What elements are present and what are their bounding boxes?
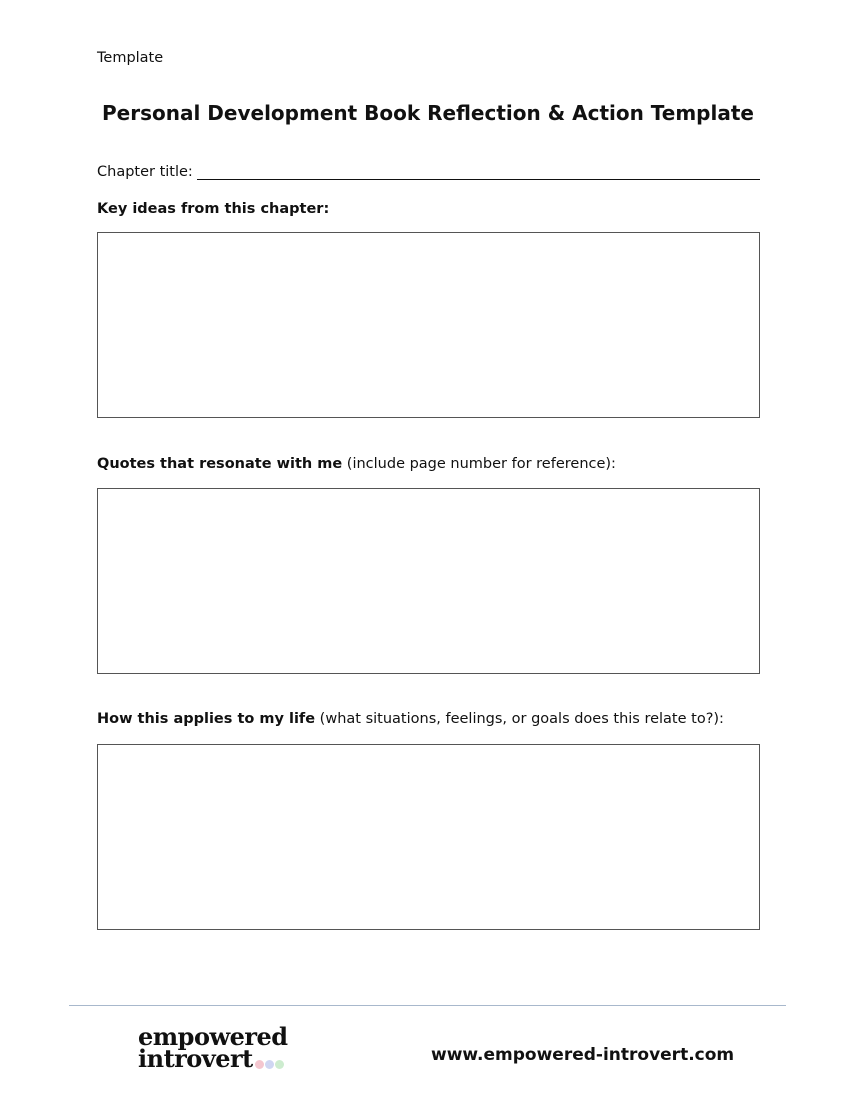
chapter-title-fill-line[interactable] <box>197 164 760 180</box>
key-ideas-label-bold: Key ideas from this chapter: <box>97 201 330 217</box>
key-ideas-label <box>97 201 329 217</box>
quotes-box[interactable] <box>97 488 760 674</box>
chapter-title-label: Chapter title: <box>97 164 193 180</box>
quotes-label-normal: (include page number for reference): <box>342 456 616 472</box>
website-url[interactable]: www.empowered-introvert.com <box>431 1045 735 1065</box>
chapter-title-row <box>97 164 760 180</box>
applies-label-normal: (what situations, feelings, or goals does this relate to?): <box>315 711 724 727</box>
logo-dot-blue <box>265 1060 274 1069</box>
applies-box[interactable] <box>97 744 760 930</box>
quotes-label-bold: Quotes that resonate with me <box>97 456 343 472</box>
logo-dot-pink <box>255 1060 264 1069</box>
key-ideas-box[interactable] <box>97 232 760 418</box>
logo-dots <box>255 1050 285 1072</box>
applies-label <box>97 711 724 727</box>
header-label: Template <box>97 50 164 66</box>
logo-line-1: empowered <box>138 1022 288 1051</box>
footer-divider <box>69 1005 786 1006</box>
applies-label-bold: How this applies to my life <box>97 711 316 727</box>
logo-line-2-row <box>138 1044 288 1073</box>
logo-line-2: introvert <box>138 1044 253 1073</box>
quotes-label <box>97 456 616 472</box>
empowered-introvert-logo <box>138 1022 288 1078</box>
page-title: Personal Development Book Reflection & Action Template <box>102 101 754 125</box>
logo-dot-green <box>275 1060 284 1069</box>
